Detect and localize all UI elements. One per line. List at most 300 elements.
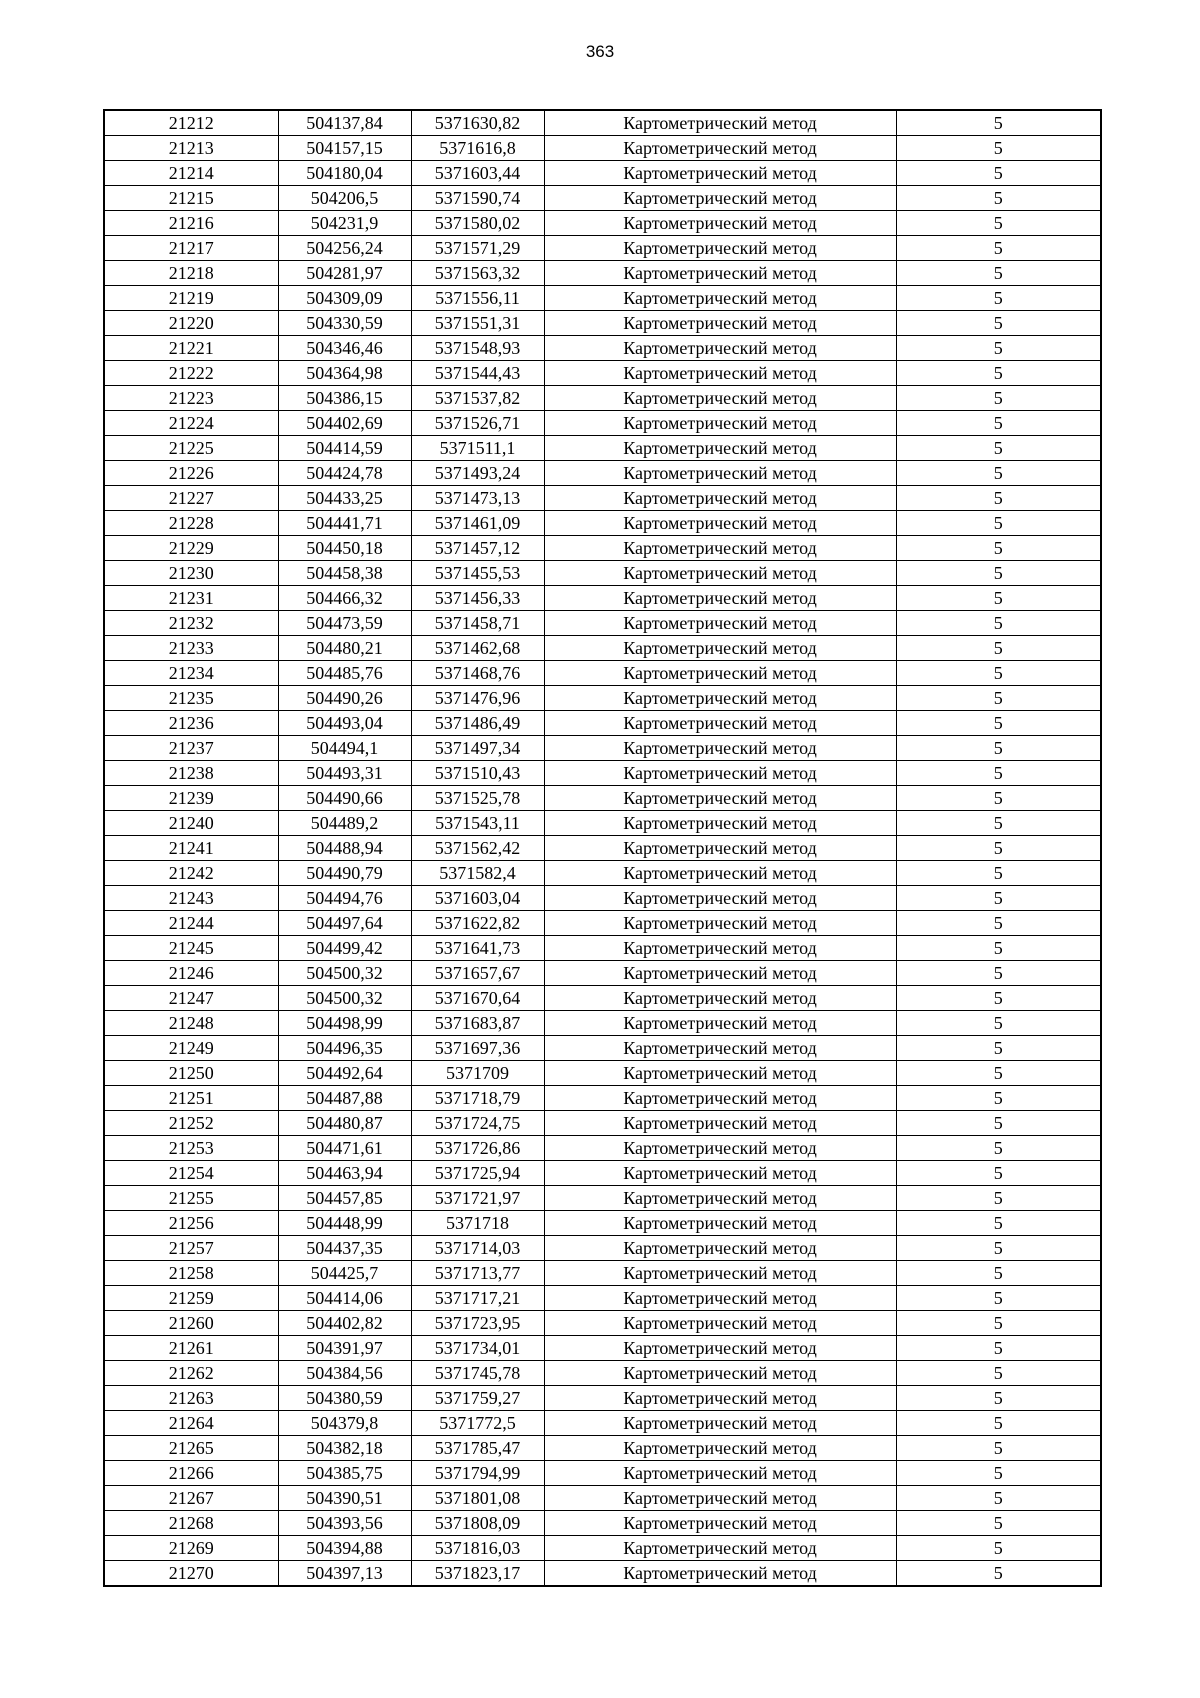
point-number-cell: 21247 bbox=[104, 986, 278, 1011]
method-cell: Картометрический метод bbox=[544, 361, 896, 386]
x-coordinate-cell: 504450,18 bbox=[278, 536, 411, 561]
point-number-cell: 21226 bbox=[104, 461, 278, 486]
method-cell: Картометрический метод bbox=[544, 110, 896, 136]
method-cell: Картометрический метод bbox=[544, 1211, 896, 1236]
x-coordinate-cell: 504494,1 bbox=[278, 736, 411, 761]
method-cell: Картометрический метод bbox=[544, 1261, 896, 1286]
accuracy-cell: 5 bbox=[896, 1436, 1101, 1461]
table-row bbox=[104, 1411, 1101, 1436]
y-coordinate-cell: 5371718,79 bbox=[411, 1086, 544, 1111]
table-row bbox=[104, 661, 1101, 686]
accuracy-cell: 5 bbox=[896, 261, 1101, 286]
point-number-cell: 21241 bbox=[104, 836, 278, 861]
method-cell: Картометрический метод bbox=[544, 586, 896, 611]
method-cell: Картометрический метод bbox=[544, 911, 896, 936]
x-coordinate-cell: 504385,75 bbox=[278, 1461, 411, 1486]
table-row bbox=[104, 911, 1101, 936]
point-number-cell: 21265 bbox=[104, 1436, 278, 1461]
table-row bbox=[104, 386, 1101, 411]
point-number-cell: 21259 bbox=[104, 1286, 278, 1311]
method-cell: Картометрический метод bbox=[544, 286, 896, 311]
y-coordinate-cell: 5371725,94 bbox=[411, 1161, 544, 1186]
accuracy-cell: 5 bbox=[896, 186, 1101, 211]
y-coordinate-cell: 5371641,73 bbox=[411, 936, 544, 961]
x-coordinate-cell: 504489,2 bbox=[278, 811, 411, 836]
accuracy-cell: 5 bbox=[896, 1161, 1101, 1186]
method-cell: Картометрический метод bbox=[544, 486, 896, 511]
table-row bbox=[104, 736, 1101, 761]
table-row bbox=[104, 511, 1101, 536]
y-coordinate-cell: 5371582,4 bbox=[411, 861, 544, 886]
y-coordinate-cell: 5371713,77 bbox=[411, 1261, 544, 1286]
accuracy-cell: 5 bbox=[896, 211, 1101, 236]
point-number-cell: 21262 bbox=[104, 1361, 278, 1386]
point-number-cell: 21264 bbox=[104, 1411, 278, 1436]
point-number-cell: 21250 bbox=[104, 1061, 278, 1086]
accuracy-cell: 5 bbox=[896, 536, 1101, 561]
point-number-cell: 21253 bbox=[104, 1136, 278, 1161]
point-number-cell: 21223 bbox=[104, 386, 278, 411]
point-number-cell: 21215 bbox=[104, 186, 278, 211]
method-cell: Картометрический метод bbox=[544, 936, 896, 961]
table-row bbox=[104, 761, 1101, 786]
y-coordinate-cell: 5371709 bbox=[411, 1061, 544, 1086]
y-coordinate-cell: 5371801,08 bbox=[411, 1486, 544, 1511]
point-number-cell: 21252 bbox=[104, 1111, 278, 1136]
accuracy-cell: 5 bbox=[896, 1211, 1101, 1236]
x-coordinate-cell: 504463,94 bbox=[278, 1161, 411, 1186]
accuracy-cell: 5 bbox=[896, 886, 1101, 911]
accuracy-cell: 5 bbox=[896, 1561, 1101, 1587]
table-row bbox=[104, 1011, 1101, 1036]
table-row bbox=[104, 336, 1101, 361]
table-row bbox=[104, 1236, 1101, 1261]
method-cell: Картометрический метод bbox=[544, 986, 896, 1011]
point-number-cell: 21229 bbox=[104, 536, 278, 561]
y-coordinate-cell: 5371580,02 bbox=[411, 211, 544, 236]
accuracy-cell: 5 bbox=[896, 436, 1101, 461]
x-coordinate-cell: 504384,56 bbox=[278, 1361, 411, 1386]
table-row bbox=[104, 1211, 1101, 1236]
accuracy-cell: 5 bbox=[896, 961, 1101, 986]
point-number-cell: 21266 bbox=[104, 1461, 278, 1486]
method-cell: Картометрический метод bbox=[544, 886, 896, 911]
y-coordinate-cell: 5371603,04 bbox=[411, 886, 544, 911]
x-coordinate-cell: 504448,99 bbox=[278, 1211, 411, 1236]
accuracy-cell: 5 bbox=[896, 611, 1101, 636]
y-coordinate-cell: 5371823,17 bbox=[411, 1561, 544, 1587]
x-coordinate-cell: 504488,94 bbox=[278, 836, 411, 861]
y-coordinate-cell: 5371622,82 bbox=[411, 911, 544, 936]
table-row bbox=[104, 1061, 1101, 1086]
method-cell: Картометрический метод bbox=[544, 961, 896, 986]
table-row bbox=[104, 586, 1101, 611]
accuracy-cell: 5 bbox=[896, 1036, 1101, 1061]
accuracy-cell: 5 bbox=[896, 110, 1101, 136]
x-coordinate-cell: 504466,32 bbox=[278, 586, 411, 611]
method-cell: Картометрический метод bbox=[544, 1186, 896, 1211]
method-cell: Картометрический метод bbox=[544, 811, 896, 836]
y-coordinate-cell: 5371571,29 bbox=[411, 236, 544, 261]
x-coordinate-cell: 504402,69 bbox=[278, 411, 411, 436]
x-coordinate-cell: 504425,7 bbox=[278, 1261, 411, 1286]
x-coordinate-cell: 504493,04 bbox=[278, 711, 411, 736]
x-coordinate-cell: 504231,9 bbox=[278, 211, 411, 236]
accuracy-cell: 5 bbox=[896, 1136, 1101, 1161]
x-coordinate-cell: 504490,66 bbox=[278, 786, 411, 811]
table-row bbox=[104, 1536, 1101, 1561]
y-coordinate-cell: 5371726,86 bbox=[411, 1136, 544, 1161]
table-row bbox=[104, 1111, 1101, 1136]
accuracy-cell: 5 bbox=[896, 336, 1101, 361]
y-coordinate-cell: 5371544,43 bbox=[411, 361, 544, 386]
accuracy-cell: 5 bbox=[896, 511, 1101, 536]
method-cell: Картометрический метод bbox=[544, 1461, 896, 1486]
y-coordinate-cell: 5371724,75 bbox=[411, 1111, 544, 1136]
table-row bbox=[104, 1361, 1101, 1386]
table-row bbox=[104, 561, 1101, 586]
method-cell: Картометрический метод bbox=[544, 1511, 896, 1536]
x-coordinate-cell: 504490,26 bbox=[278, 686, 411, 711]
point-number-cell: 21244 bbox=[104, 911, 278, 936]
point-number-cell: 21237 bbox=[104, 736, 278, 761]
point-number-cell: 21268 bbox=[104, 1511, 278, 1536]
accuracy-cell: 5 bbox=[896, 861, 1101, 886]
method-cell: Картометрический метод bbox=[544, 511, 896, 536]
method-cell: Картометрический метод bbox=[544, 186, 896, 211]
method-cell: Картометрический метод bbox=[544, 861, 896, 886]
y-coordinate-cell: 5371526,71 bbox=[411, 411, 544, 436]
x-coordinate-cell: 504496,35 bbox=[278, 1036, 411, 1061]
accuracy-cell: 5 bbox=[896, 161, 1101, 186]
accuracy-cell: 5 bbox=[896, 686, 1101, 711]
point-number-cell: 21258 bbox=[104, 1261, 278, 1286]
table-row bbox=[104, 361, 1101, 386]
table-row bbox=[104, 961, 1101, 986]
point-number-cell: 21255 bbox=[104, 1186, 278, 1211]
y-coordinate-cell: 5371717,21 bbox=[411, 1286, 544, 1311]
accuracy-cell: 5 bbox=[896, 1186, 1101, 1211]
accuracy-cell: 5 bbox=[896, 286, 1101, 311]
table-row bbox=[104, 611, 1101, 636]
accuracy-cell: 5 bbox=[896, 836, 1101, 861]
method-cell: Картометрический метод bbox=[544, 261, 896, 286]
x-coordinate-cell: 504346,46 bbox=[278, 336, 411, 361]
y-coordinate-cell: 5371486,49 bbox=[411, 711, 544, 736]
method-cell: Картометрический метод bbox=[544, 736, 896, 761]
point-number-cell: 21228 bbox=[104, 511, 278, 536]
x-coordinate-cell: 504497,64 bbox=[278, 911, 411, 936]
table-row bbox=[104, 161, 1101, 186]
x-coordinate-cell: 504364,98 bbox=[278, 361, 411, 386]
table-row bbox=[104, 110, 1101, 136]
method-cell: Картометрический метод bbox=[544, 836, 896, 861]
table-row bbox=[104, 711, 1101, 736]
y-coordinate-cell: 5371562,42 bbox=[411, 836, 544, 861]
point-number-cell: 21236 bbox=[104, 711, 278, 736]
x-coordinate-cell: 504498,99 bbox=[278, 1011, 411, 1036]
method-cell: Картометрический метод bbox=[544, 161, 896, 186]
table-row bbox=[104, 1386, 1101, 1411]
x-coordinate-cell: 504206,5 bbox=[278, 186, 411, 211]
x-coordinate-cell: 504424,78 bbox=[278, 461, 411, 486]
y-coordinate-cell: 5371493,24 bbox=[411, 461, 544, 486]
method-cell: Картометрический метод bbox=[544, 1361, 896, 1386]
y-coordinate-cell: 5371630,82 bbox=[411, 110, 544, 136]
point-number-cell: 21225 bbox=[104, 436, 278, 461]
method-cell: Картометрический метод bbox=[544, 1061, 896, 1086]
method-cell: Картометрический метод bbox=[544, 1111, 896, 1136]
y-coordinate-cell: 5371461,09 bbox=[411, 511, 544, 536]
table-row bbox=[104, 461, 1101, 486]
point-number-cell: 21231 bbox=[104, 586, 278, 611]
y-coordinate-cell: 5371457,12 bbox=[411, 536, 544, 561]
x-coordinate-cell: 504382,18 bbox=[278, 1436, 411, 1461]
y-coordinate-cell: 5371556,11 bbox=[411, 286, 544, 311]
method-cell: Картометрический метод bbox=[544, 411, 896, 436]
accuracy-cell: 5 bbox=[896, 1311, 1101, 1336]
table-row bbox=[104, 411, 1101, 436]
table-row bbox=[104, 1511, 1101, 1536]
point-number-cell: 21222 bbox=[104, 361, 278, 386]
y-coordinate-cell: 5371590,74 bbox=[411, 186, 544, 211]
table-row bbox=[104, 136, 1101, 161]
accuracy-cell: 5 bbox=[896, 586, 1101, 611]
y-coordinate-cell: 5371458,71 bbox=[411, 611, 544, 636]
accuracy-cell: 5 bbox=[896, 1411, 1101, 1436]
x-coordinate-cell: 504379,8 bbox=[278, 1411, 411, 1436]
table-row bbox=[104, 836, 1101, 861]
point-number-cell: 21238 bbox=[104, 761, 278, 786]
x-coordinate-cell: 504457,85 bbox=[278, 1186, 411, 1211]
x-coordinate-cell: 504433,25 bbox=[278, 486, 411, 511]
accuracy-cell: 5 bbox=[896, 986, 1101, 1011]
x-coordinate-cell: 504414,59 bbox=[278, 436, 411, 461]
table-row bbox=[104, 436, 1101, 461]
y-coordinate-cell: 5371537,82 bbox=[411, 386, 544, 411]
table-row bbox=[104, 1136, 1101, 1161]
x-coordinate-cell: 504500,32 bbox=[278, 961, 411, 986]
point-number-cell: 21217 bbox=[104, 236, 278, 261]
table-row bbox=[104, 1036, 1101, 1061]
point-number-cell: 21242 bbox=[104, 861, 278, 886]
point-number-cell: 21245 bbox=[104, 936, 278, 961]
method-cell: Картометрический метод bbox=[544, 1036, 896, 1061]
accuracy-cell: 5 bbox=[896, 711, 1101, 736]
y-coordinate-cell: 5371723,95 bbox=[411, 1311, 544, 1336]
accuracy-cell: 5 bbox=[896, 811, 1101, 836]
method-cell: Картометрический метод bbox=[544, 1011, 896, 1036]
table-row bbox=[104, 1186, 1101, 1211]
point-number-cell: 21239 bbox=[104, 786, 278, 811]
x-coordinate-cell: 504492,64 bbox=[278, 1061, 411, 1086]
method-cell: Картометрический метод bbox=[544, 1411, 896, 1436]
point-number-cell: 21257 bbox=[104, 1236, 278, 1261]
accuracy-cell: 5 bbox=[896, 386, 1101, 411]
table-row bbox=[104, 1336, 1101, 1361]
y-coordinate-cell: 5371683,87 bbox=[411, 1011, 544, 1036]
y-coordinate-cell: 5371551,31 bbox=[411, 311, 544, 336]
accuracy-cell: 5 bbox=[896, 661, 1101, 686]
method-cell: Картометрический метод bbox=[544, 561, 896, 586]
accuracy-cell: 5 bbox=[896, 1511, 1101, 1536]
x-coordinate-cell: 504458,38 bbox=[278, 561, 411, 586]
point-number-cell: 21248 bbox=[104, 1011, 278, 1036]
accuracy-cell: 5 bbox=[896, 1011, 1101, 1036]
accuracy-cell: 5 bbox=[896, 1061, 1101, 1086]
accuracy-cell: 5 bbox=[896, 1361, 1101, 1386]
y-coordinate-cell: 5371548,93 bbox=[411, 336, 544, 361]
table-row bbox=[104, 261, 1101, 286]
method-cell: Картометрический метод bbox=[544, 636, 896, 661]
method-cell: Картометрический метод bbox=[544, 311, 896, 336]
point-number-cell: 21224 bbox=[104, 411, 278, 436]
y-coordinate-cell: 5371657,67 bbox=[411, 961, 544, 986]
point-number-cell: 21256 bbox=[104, 1211, 278, 1236]
table-row bbox=[104, 1461, 1101, 1486]
accuracy-cell: 5 bbox=[896, 736, 1101, 761]
method-cell: Картометрический метод bbox=[544, 1086, 896, 1111]
table-row bbox=[104, 1286, 1101, 1311]
x-coordinate-cell: 504485,76 bbox=[278, 661, 411, 686]
accuracy-cell: 5 bbox=[896, 1086, 1101, 1111]
accuracy-cell: 5 bbox=[896, 236, 1101, 261]
y-coordinate-cell: 5371734,01 bbox=[411, 1336, 544, 1361]
accuracy-cell: 5 bbox=[896, 1336, 1101, 1361]
accuracy-cell: 5 bbox=[896, 1386, 1101, 1411]
method-cell: Картометрический метод bbox=[544, 536, 896, 561]
y-coordinate-cell: 5371497,34 bbox=[411, 736, 544, 761]
accuracy-cell: 5 bbox=[896, 1536, 1101, 1561]
table-row bbox=[104, 636, 1101, 661]
method-cell: Картометрический метод bbox=[544, 611, 896, 636]
method-cell: Картометрический метод bbox=[544, 1336, 896, 1361]
x-coordinate-cell: 504499,42 bbox=[278, 936, 411, 961]
point-number-cell: 21261 bbox=[104, 1336, 278, 1361]
y-coordinate-cell: 5371603,44 bbox=[411, 161, 544, 186]
y-coordinate-cell: 5371543,11 bbox=[411, 811, 544, 836]
method-cell: Картометрический метод bbox=[544, 711, 896, 736]
table-row bbox=[104, 936, 1101, 961]
y-coordinate-cell: 5371462,68 bbox=[411, 636, 544, 661]
point-number-cell: 21260 bbox=[104, 1311, 278, 1336]
accuracy-cell: 5 bbox=[896, 1486, 1101, 1511]
table-row bbox=[104, 861, 1101, 886]
y-coordinate-cell: 5371745,78 bbox=[411, 1361, 544, 1386]
y-coordinate-cell: 5371510,43 bbox=[411, 761, 544, 786]
accuracy-cell: 5 bbox=[896, 136, 1101, 161]
x-coordinate-cell: 504494,76 bbox=[278, 886, 411, 911]
table-row bbox=[104, 286, 1101, 311]
method-cell: Картометрический метод bbox=[544, 786, 896, 811]
accuracy-cell: 5 bbox=[896, 311, 1101, 336]
point-number-cell: 21227 bbox=[104, 486, 278, 511]
method-cell: Картометрический метод bbox=[544, 1136, 896, 1161]
x-coordinate-cell: 504441,71 bbox=[278, 511, 411, 536]
y-coordinate-cell: 5371785,47 bbox=[411, 1436, 544, 1461]
x-coordinate-cell: 504281,97 bbox=[278, 261, 411, 286]
y-coordinate-cell: 5371473,13 bbox=[411, 486, 544, 511]
method-cell: Картометрический метод bbox=[544, 461, 896, 486]
x-coordinate-cell: 504256,24 bbox=[278, 236, 411, 261]
accuracy-cell: 5 bbox=[896, 1286, 1101, 1311]
x-coordinate-cell: 504471,61 bbox=[278, 1136, 411, 1161]
point-number-cell: 21235 bbox=[104, 686, 278, 711]
accuracy-cell: 5 bbox=[896, 761, 1101, 786]
coordinates-table-body bbox=[104, 110, 1101, 1586]
table-row bbox=[104, 486, 1101, 511]
y-coordinate-cell: 5371772,5 bbox=[411, 1411, 544, 1436]
coordinates-table bbox=[103, 109, 1102, 1587]
method-cell: Картометрический метод bbox=[544, 1486, 896, 1511]
x-coordinate-cell: 504473,59 bbox=[278, 611, 411, 636]
method-cell: Картометрический метод bbox=[544, 211, 896, 236]
method-cell: Картометрический метод bbox=[544, 1386, 896, 1411]
accuracy-cell: 5 bbox=[896, 411, 1101, 436]
method-cell: Картометрический метод bbox=[544, 1536, 896, 1561]
x-coordinate-cell: 504386,15 bbox=[278, 386, 411, 411]
x-coordinate-cell: 504393,56 bbox=[278, 1511, 411, 1536]
accuracy-cell: 5 bbox=[896, 1461, 1101, 1486]
y-coordinate-cell: 5371456,33 bbox=[411, 586, 544, 611]
table-row bbox=[104, 1261, 1101, 1286]
table-row bbox=[104, 686, 1101, 711]
method-cell: Картометрический метод bbox=[544, 436, 896, 461]
x-coordinate-cell: 504137,84 bbox=[278, 110, 411, 136]
accuracy-cell: 5 bbox=[896, 561, 1101, 586]
point-number-cell: 21219 bbox=[104, 286, 278, 311]
accuracy-cell: 5 bbox=[896, 636, 1101, 661]
y-coordinate-cell: 5371455,53 bbox=[411, 561, 544, 586]
point-number-cell: 21221 bbox=[104, 336, 278, 361]
table-row bbox=[104, 1086, 1101, 1111]
x-coordinate-cell: 504402,82 bbox=[278, 1311, 411, 1336]
table-row bbox=[104, 811, 1101, 836]
y-coordinate-cell: 5371714,03 bbox=[411, 1236, 544, 1261]
method-cell: Картометрический метод bbox=[544, 1161, 896, 1186]
y-coordinate-cell: 5371670,64 bbox=[411, 986, 544, 1011]
y-coordinate-cell: 5371721,97 bbox=[411, 1186, 544, 1211]
accuracy-cell: 5 bbox=[896, 936, 1101, 961]
accuracy-cell: 5 bbox=[896, 911, 1101, 936]
y-coordinate-cell: 5371468,76 bbox=[411, 661, 544, 686]
page-number: 363 bbox=[585, 42, 615, 61]
method-cell: Картометрический метод bbox=[544, 136, 896, 161]
point-number-cell: 21246 bbox=[104, 961, 278, 986]
x-coordinate-cell: 504500,32 bbox=[278, 986, 411, 1011]
method-cell: Картометрический метод bbox=[544, 236, 896, 261]
point-number-cell: 21267 bbox=[104, 1486, 278, 1511]
y-coordinate-cell: 5371759,27 bbox=[411, 1386, 544, 1411]
y-coordinate-cell: 5371697,36 bbox=[411, 1036, 544, 1061]
x-coordinate-cell: 504487,88 bbox=[278, 1086, 411, 1111]
x-coordinate-cell: 504391,97 bbox=[278, 1336, 411, 1361]
y-coordinate-cell: 5371718 bbox=[411, 1211, 544, 1236]
y-coordinate-cell: 5371816,03 bbox=[411, 1536, 544, 1561]
table-row bbox=[104, 311, 1101, 336]
point-number-cell: 21263 bbox=[104, 1386, 278, 1411]
method-cell: Картометрический метод bbox=[544, 1311, 896, 1336]
x-coordinate-cell: 504493,31 bbox=[278, 761, 411, 786]
method-cell: Картометрический метод bbox=[544, 761, 896, 786]
y-coordinate-cell: 5371525,78 bbox=[411, 786, 544, 811]
x-coordinate-cell: 504309,09 bbox=[278, 286, 411, 311]
method-cell: Картометрический метод bbox=[544, 1561, 896, 1587]
point-number-cell: 21269 bbox=[104, 1536, 278, 1561]
x-coordinate-cell: 504397,13 bbox=[278, 1561, 411, 1587]
point-number-cell: 21220 bbox=[104, 311, 278, 336]
table-row bbox=[104, 1436, 1101, 1461]
